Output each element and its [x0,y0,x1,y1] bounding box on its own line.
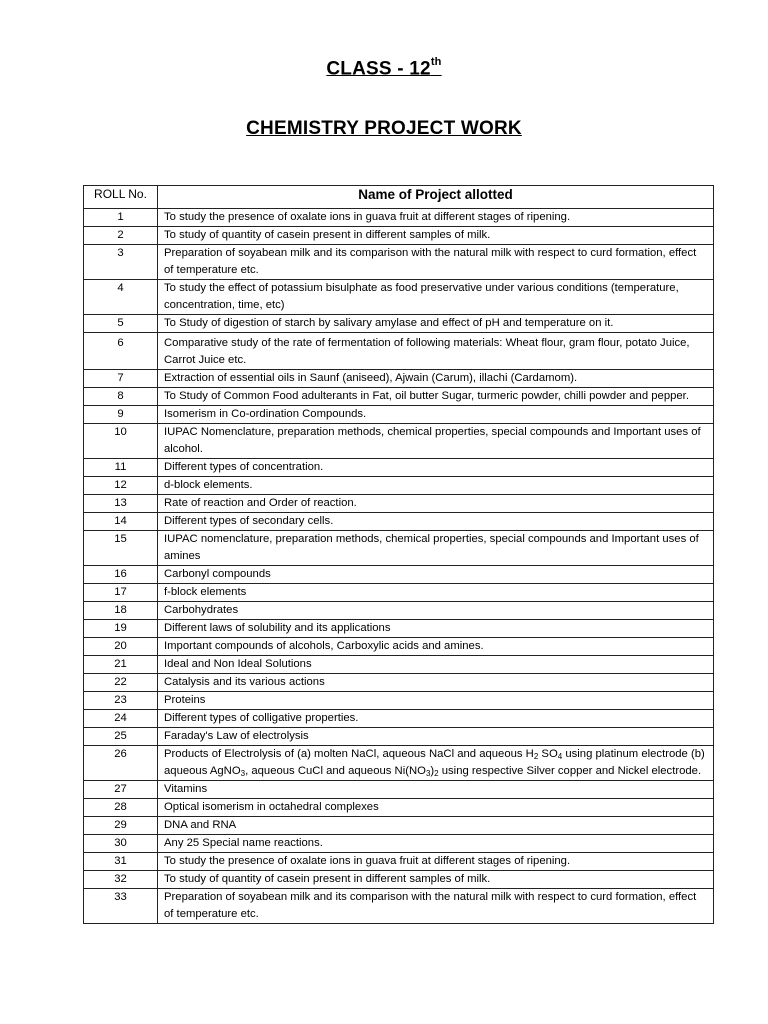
table-row [84,280,714,315]
table-row [84,209,714,227]
table-row [84,710,714,728]
table-row [84,227,714,245]
roll-number-cell: 1 [84,209,158,227]
project-text-part: , aqueous CuCl and aqueous Ni(NO [245,765,426,777]
table-row [84,817,714,835]
roll-number-cell: 18 [84,602,158,620]
roll-number-cell: 8 [84,388,158,406]
project-name-cell: Any 25 Special name reactions. [158,835,714,853]
project-text-part: ) [430,765,435,777]
project-name-cell: Vitamins [158,781,714,799]
project-name-cell: Rate of reaction and Order of reaction. [158,495,714,513]
roll-number-cell: 33 [84,889,158,924]
table-row [84,799,714,817]
roll-number-cell: 28 [84,799,158,817]
table-row [84,746,714,781]
project-table [83,185,714,924]
table-row [84,871,714,889]
project-name-cell: IUPAC nomenclature, preparation methods, chemical properties, special compounds and Important uses of amines [158,531,714,566]
project-name-cell: Preparation of soyabean milk and its comparison with the natural milk with respect to curd formation, effect of temperature etc. [158,245,714,280]
project-name-cell: Carbohydrates [158,602,714,620]
roll-number-cell: 4 [84,280,158,315]
roll-number-cell: 12 [84,477,158,495]
table-body [84,209,714,924]
project-name-cell: Ideal and Non Ideal Solutions [158,656,714,674]
project-name-cell: To study the effect of potassium bisulphate as food preservative under various conditions (temperature, concentration, time, etc) [158,280,714,315]
table-row [84,459,714,477]
project-name-cell: DNA and RNA [158,817,714,835]
class-label: CLASS - 12 [326,58,431,80]
project-name-cell: d-block elements. [158,477,714,495]
project-name-cell: Different laws of solubility and its applications [158,620,714,638]
table-row [84,477,714,495]
project-name-cell [158,746,714,781]
table-row [84,620,714,638]
project-text-part: Products of Electrolysis of (a) molten NaCl, aqueous NaCl and aqueous H [164,748,534,760]
table-row [84,513,714,531]
project-name-cell: Carbonyl compounds [158,566,714,584]
roll-number-cell: 16 [84,566,158,584]
roll-number-cell: 2 [84,227,158,245]
table-row [84,370,714,388]
page-title: CHEMISTRY PROJECT WORK [246,118,522,139]
roll-number-cell: 6 [84,333,158,370]
table-row [84,333,714,370]
table-row [84,388,714,406]
subscript-text: 2 [434,769,439,778]
table-row [84,638,714,656]
project-name-cell: To study the presence of oxalate ions in guava fruit at different stages of ripening. [158,853,714,871]
roll-number-cell: 7 [84,370,158,388]
roll-number-cell: 9 [84,406,158,424]
roll-number-cell: 32 [84,871,158,889]
project-text-part: using platinum electrode (b) aqueous AgNO [164,748,705,777]
project-name-cell: To study of quantity of casein present in different samples of milk. [158,871,714,889]
table-row [84,602,714,620]
roll-number-cell: 23 [84,692,158,710]
project-name-cell: Proteins [158,692,714,710]
table-row [84,424,714,459]
table-row [84,656,714,674]
subscript-text: 3 [425,769,431,778]
column-header-roll: ROLL No. [84,186,158,209]
table-row [84,566,714,584]
project-name-cell: To study of quantity of casein present in different samples of milk. [158,227,714,245]
table-row [84,584,714,602]
table-row [84,531,714,566]
table-header-row [84,186,714,209]
roll-number-cell: 25 [84,728,158,746]
roll-number-cell: 3 [84,245,158,280]
table-row [84,315,714,333]
roll-number-cell: 26 [84,746,158,781]
class-suffix: th [430,56,442,68]
roll-number-cell: 22 [84,674,158,692]
table-row [84,674,714,692]
project-name-cell: Preparation of soyabean milk and its comparison with the natural milk with respect to curd formation, effect of temperature etc. [158,889,714,924]
roll-number-cell: 5 [84,315,158,333]
table-row [84,781,714,799]
table-row [84,835,714,853]
table-row [84,406,714,424]
project-name-cell: f-block elements [158,584,714,602]
roll-number-cell: 31 [84,853,158,871]
project-name-cell: Extraction of essential oils in Saunf (aniseed), Ajwain (Carum), illachi (Cardamom). [158,370,714,388]
project-text-part: SO [538,748,558,760]
column-header-project: Name of Project allotted [158,186,714,209]
roll-number-cell: 30 [84,835,158,853]
table-row [84,692,714,710]
project-name-cell: To Study of digestion of starch by salivary amylase and effect of pH and temperature on it. [158,315,714,333]
project-name-cell: Different types of concentration. [158,459,714,477]
table-row [84,889,714,924]
table-row [84,728,714,746]
project-name-cell: Different types of colligative properties. [158,710,714,728]
roll-number-cell: 29 [84,817,158,835]
roll-number-cell: 13 [84,495,158,513]
project-name-cell: Faraday's Law of electrolysis [158,728,714,746]
roll-number-cell: 24 [84,710,158,728]
roll-number-cell: 17 [84,584,158,602]
table-row [84,853,714,871]
table-row [84,495,714,513]
project-text-part: using respective Silver copper and Nickel electrode. [438,765,702,777]
project-name-cell: Optical isomerism in octahedral complexes [158,799,714,817]
roll-number-cell: 20 [84,638,158,656]
table-row [84,245,714,280]
class-heading [0,58,768,80]
project-name-cell: IUPAC Nomenclature, preparation methods, chemical properties, special compounds and Important uses of alcohol. [158,424,714,459]
project-name-cell: Important compounds of alcohols, Carboxylic acids and amines. [158,638,714,656]
project-name-cell: Catalysis and its various actions [158,674,714,692]
subscript-text: 3 [240,769,246,778]
roll-number-cell: 19 [84,620,158,638]
roll-number-cell: 15 [84,531,158,566]
project-name-cell: To Study of Common Food adulterants in Fat, oil butter Sugar, turmeric powder, chilli powder and pepper. [158,388,714,406]
roll-number-cell: 11 [84,459,158,477]
roll-number-cell: 21 [84,656,158,674]
project-name-cell: Comparative study of the rate of fermentation of following materials: Wheat flour, gram flour, potato Juice, Carrot Juice etc. [158,333,714,370]
project-name-cell: Isomerism in Co-ordination Compounds. [158,406,714,424]
project-name-cell: To study the presence of oxalate ions in guava fruit at different stages of ripening. [158,209,714,227]
project-name-cell: Different types of secondary cells. [158,513,714,531]
roll-number-cell: 10 [84,424,158,459]
subscript-text: 2 [533,752,539,761]
roll-number-cell: 27 [84,781,158,799]
roll-number-cell: 14 [84,513,158,531]
subscript-text: 4 [557,752,563,761]
